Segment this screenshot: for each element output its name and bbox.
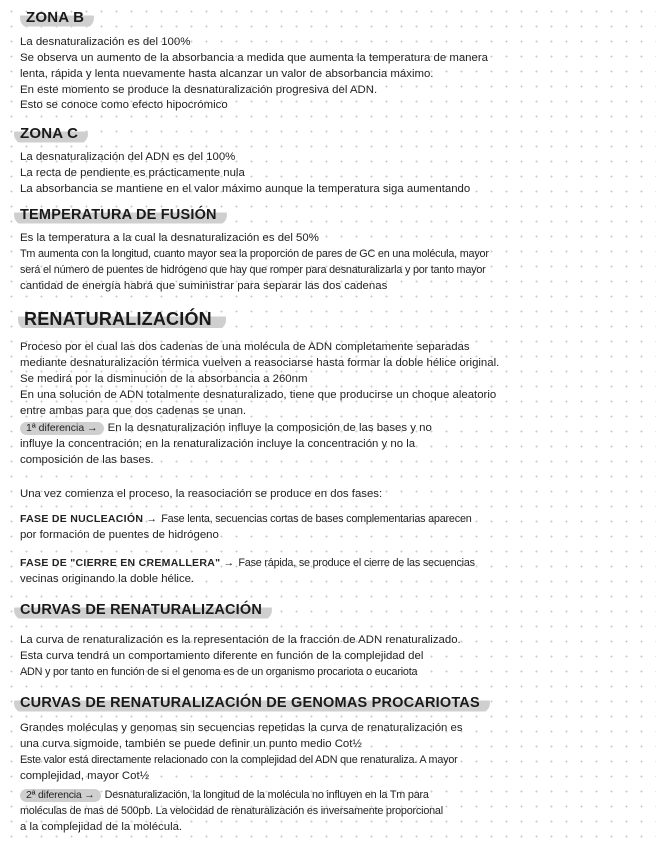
phase1-label: FASE DE NUCLEACIÓN →: [20, 513, 158, 525]
temperatura-line-3: será el número de puentes de hidrógeno que hay que romper para desnaturalizarla y por tanto mayor: [20, 264, 486, 276]
curvas-line-2: Esta curva tendrá un comportamiento diferente en función de la complejidad del: [20, 650, 424, 662]
phase1-line-2: por formación de puentes de hidrógeno: [20, 529, 219, 541]
diff2-line: [20, 788, 645, 803]
zona-b-line-4: En este momento se produce la desnaturalización progresiva del ADN.: [20, 84, 378, 96]
procariotas-line-4: complejidad, mayor Cot½: [20, 770, 150, 782]
diff2-label: 2ª diferencia →: [20, 789, 101, 802]
diff2-line-3: a la complejidad de la molécula.: [20, 821, 183, 833]
diff1-line: [20, 421, 645, 436]
renat-line-5: entre ambas para que dos cadenas se unan.: [20, 405, 247, 417]
zona-c-line-1: La desnaturalización del ADN es del 100%: [20, 151, 236, 163]
diff2-text: Desnaturalización, la longitud de la molécula no influyen en la Tm para: [104, 789, 429, 801]
renaturalizacion-heading: RENATURALIZACIÓN: [18, 308, 226, 330]
temperatura-line-4: cantidad de energía habrá que suministrar para separar las dos cadenas: [20, 280, 388, 292]
zona-b-heading: ZONA B: [20, 8, 94, 28]
temperatura-line-2: Tm aumenta con la longitud, cuanto mayor sea la proporción de pares de GC en una molécula, mayor: [20, 248, 489, 260]
procariotas-line-2: una curva sigmoide, también se puede definir un punto medio Cot½: [20, 738, 362, 750]
zona-c-heading: ZONA C: [14, 124, 88, 144]
zona-c-line-2: La recta de pendiente es prácticamente nula: [20, 167, 245, 179]
temperatura-line-1: Es la temperatura a la cual la desnaturalización es del 50%: [20, 232, 319, 244]
diff1-text: En la desnaturalización influye la composición de las bases y no: [107, 422, 432, 434]
procariotas-line-1: Grandes moléculas y genomas sin secuencias repetidas la curva de renaturalización es: [20, 722, 463, 734]
phase1-line: [20, 512, 645, 527]
procariotas-line-3: Este valor está directamente relacionado con la complejidad del ADN que renaturaliza. A mayor: [20, 754, 458, 766]
curvas-line-3: ADN y por tanto en función de si el genoma es de un organismo procariota o eucariota: [20, 666, 418, 678]
phase2-line: [20, 556, 645, 571]
phase2-line-2: vecinas originando la doble hélice.: [20, 573, 195, 585]
diff1-line-3: composición de las bases.: [20, 454, 154, 466]
curvas-line-1: La curva de renaturalización es la representación de la fracción de ADN renaturalizado.: [20, 634, 461, 646]
phases-intro: Una vez comienza el proceso, la reasociación se produce en dos fases:: [20, 488, 383, 500]
diff2-line-2: moléculas de mas de 500pb. La velocidad de renaturalización es inversamente proporcional: [20, 805, 443, 817]
procariotas-heading: CURVAS DE RENATURALIZACIÓN DE GENOMAS PROCARIOTAS: [14, 693, 490, 713]
zona-b-line-2: Se observa un aumento de la absorbancia a medida que aumenta la temperatura de manera: [20, 52, 488, 64]
zona-c-line-3: La absorbancia se mantiene en el valor máximo aunque la temperatura siga aumentando: [20, 183, 471, 195]
zona-b-line-5: Esto se conoce como efecto hipocrómico: [20, 99, 228, 111]
renat-line-3: Se medirá por la disminución de la absorbancia a 260nm: [20, 373, 308, 385]
zona-b-line-3: lenta, rápida y lenta nuevamente hasta alcanzar un valor de absorbancia máximo.: [20, 68, 434, 80]
renat-line-2: mediante desnaturalización térmica vuelven a reasociarse hasta formar la doble hélice original.: [20, 357, 500, 369]
phase1-text: Fase lenta, secuencias cortas de bases complementarias aparecen: [161, 513, 472, 525]
phase2-text: Fase rápida, se produce el cierre de las secuencias: [238, 557, 475, 569]
zona-b-line-1: La desnaturalización es del 100%: [20, 36, 191, 48]
curvas-heading: CURVAS DE RENATURALIZACIÓN: [14, 600, 272, 620]
temperatura-heading: TEMPERATURA DE FUSIÓN: [14, 205, 227, 225]
phase2-label: FASE DE "CIERRE EN CREMALLERA" →: [20, 557, 235, 569]
diff1-line-2: influye la concentración; en la renaturalización incluye la concentración y no la: [20, 438, 416, 450]
diff1-label: 1ª diferencia →: [20, 422, 104, 435]
renat-line-4: En una solución de ADN totalmente desnaturalizado, tiene que producirse un choque aleatorio: [20, 389, 497, 401]
renat-line-1: Proceso por el cual las dos cadenas de una molécula de ADN completamente separadas: [20, 341, 470, 353]
